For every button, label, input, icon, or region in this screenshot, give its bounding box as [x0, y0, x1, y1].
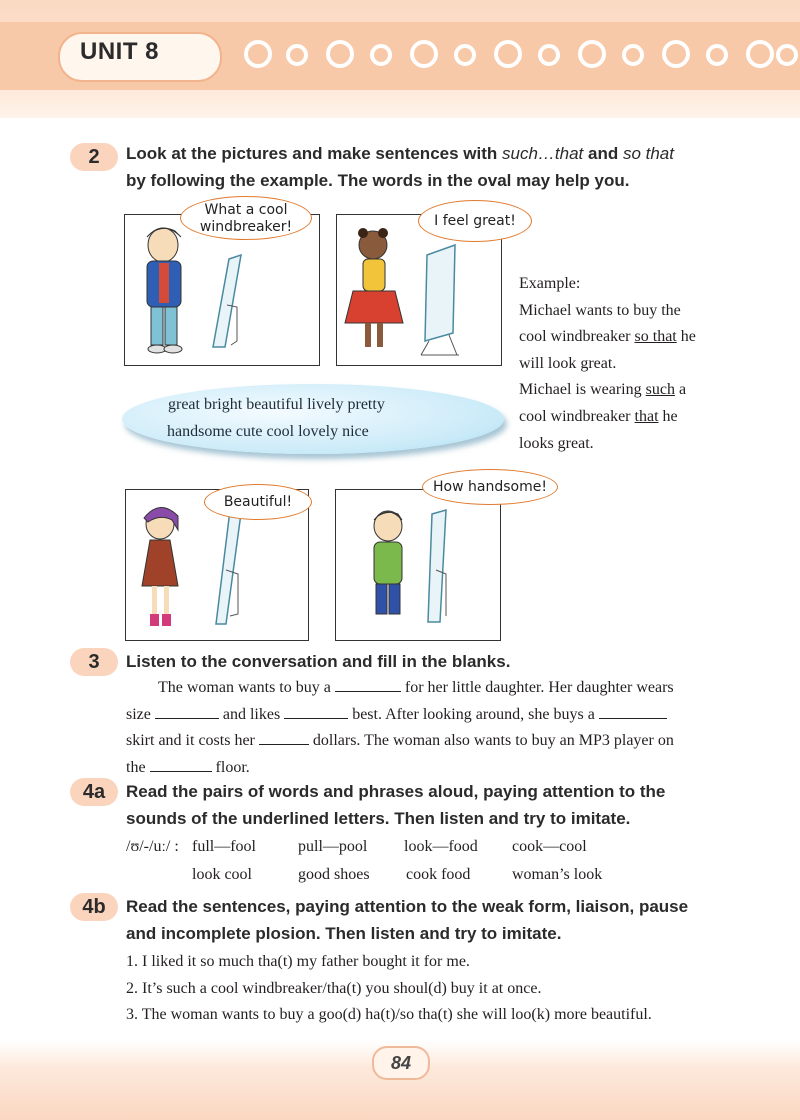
picture-boy-handsome — [335, 489, 501, 641]
speech-bubble-1: What a cool windbreaker! — [180, 196, 312, 240]
exercise-3-instruction: Listen to the conversation and fill in the blanks. — [126, 652, 511, 671]
exercise-4a-number: 4a — [70, 778, 118, 806]
speech-bubble-4: How handsome! — [422, 469, 558, 505]
word-oval — [122, 384, 504, 454]
exercise-2-number: 2 — [70, 143, 118, 171]
exercise-3-number: 3 — [70, 648, 118, 676]
sentence-1: 1. I liked it so much tha(t) my father bought it for me. — [126, 953, 470, 970]
exercise-4b-instruction: Read the sentences, paying attention to the weak form, liaison, pause and incomplete plosion. Then listen and try to imitate. — [126, 897, 689, 943]
speech-bubble-3: Beautiful! — [204, 484, 312, 520]
exercise-4a-instruction: Read the pairs of words and phrases aloud, paying attention to the sounds of the underlined letters. Then listen and try to imitate. — [126, 782, 666, 828]
example-text: Example: Michael wants to buy the cool windbreaker so that he will look great. Michael is wearing such a cool windbreaker that he looks great. — [519, 275, 696, 452]
exercise-2-instruction: Look at the pictures and make sentences with such…that and so that by following the example. The words in the oval may help you. — [126, 144, 674, 190]
oval-words-line2: handsome cute cool lovely nice — [167, 423, 369, 440]
exercise-4b-number: 4b — [70, 893, 118, 921]
sentence-3: 3. The woman wants to buy a goo(d) ha(t)/so tha(t) she will loo(k) more beautiful. — [126, 1006, 652, 1023]
page-number: 84 — [372, 1046, 430, 1080]
unit-title: UNIT 8 — [80, 38, 160, 65]
boy-in-green-shirt-illustration — [336, 490, 500, 640]
oval-words-line1: great bright beautiful lively pretty — [168, 396, 385, 413]
phonetic-label: /ʊ/-/uː/ : — [126, 838, 179, 855]
exercise-3-passage: The woman wants to buy a for her little daughter. Her daughter wears size and likes best. After looking around, she buys a skirt and it costs her dollars. The woman also wants to buy an MP3 player on the floor. — [126, 679, 674, 776]
sentence-2: 2. It’s such a cool windbreaker/tha(t) you shoul(d) buy it at once. — [126, 980, 542, 997]
speech-bubble-2: I feel great! — [418, 200, 532, 242]
